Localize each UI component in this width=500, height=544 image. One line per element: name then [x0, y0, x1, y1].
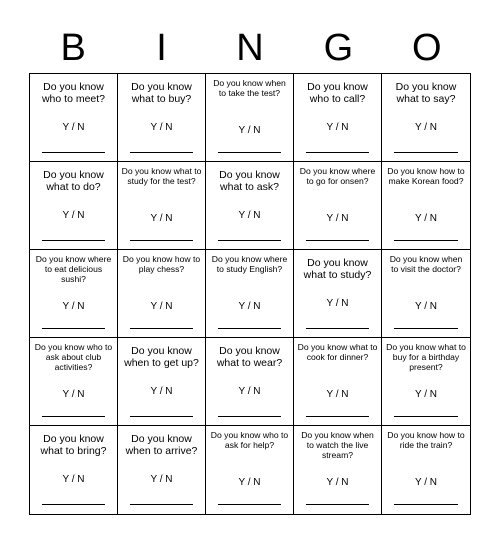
cell-yes-no: Y / N: [414, 477, 438, 488]
bingo-cell: [30, 338, 118, 426]
cell-yes-no: Y / N: [326, 389, 349, 400]
answer-line: [218, 328, 281, 329]
cell-question: Do you know when to arrive?: [125, 433, 198, 458]
cell-question: Do you know where to eat delicious sushi?: [35, 254, 112, 285]
cell-yes-no: Y / N: [62, 210, 85, 221]
cell-yes-no: Y / N: [150, 301, 173, 312]
cell-question: Do you know when to visit the doctor?: [389, 254, 463, 275]
cell-yes-no: Y / N: [150, 213, 173, 224]
answer-line: [306, 152, 369, 153]
answer-line: [42, 152, 105, 153]
header-letter-i: I: [156, 27, 167, 69]
answer-line: [218, 416, 281, 417]
answer-line: [42, 416, 105, 417]
bingo-cell: [30, 74, 118, 162]
cell-yes-no: Y / N: [414, 301, 438, 312]
answer-line: [218, 240, 281, 241]
cell-question: Do you know where to study English?: [211, 254, 288, 275]
bingo-grid: [29, 73, 471, 515]
answer-line: [130, 240, 193, 241]
cell-question: Do you know what to study?: [303, 257, 372, 282]
header-letter-n: N: [236, 27, 264, 69]
cell-question: Do you know where to go for onsen?: [299, 166, 376, 187]
cell-question: Do you know what to cook for dinner?: [297, 342, 378, 363]
bingo-cell: [382, 338, 470, 426]
cell-yes-no: Y / N: [238, 477, 261, 488]
bingo-cell: [30, 250, 118, 338]
answer-line: [394, 504, 457, 505]
answer-line: [42, 240, 105, 241]
cell-question: Do you know when to watch the live stream?: [301, 430, 374, 461]
cell-question: Do you know what to study for the test?: [121, 166, 202, 187]
cell-yes-no: Y / N: [62, 301, 85, 312]
cell-yes-no: Y / N: [326, 477, 349, 488]
answer-line: [130, 504, 193, 505]
cell-yes-no: Y / N: [238, 125, 261, 136]
bingo-cell: [206, 250, 294, 338]
bingo-cell: [382, 162, 470, 250]
cell-question: Do you know what to buy?: [131, 81, 192, 106]
answer-line: [394, 416, 457, 417]
bingo-cell: [118, 250, 206, 338]
bingo-cell: [294, 74, 382, 162]
bingo-header: [29, 26, 471, 70]
cell-question: Do you know how to ride the train?: [387, 430, 465, 451]
bingo-cell: [382, 74, 470, 162]
answer-line: [130, 328, 193, 329]
cell-question: Do you know what to say?: [395, 81, 457, 106]
cell-question: Do you know who to meet?: [41, 81, 106, 106]
answer-line: [394, 152, 457, 153]
answer-line: [306, 240, 369, 241]
cell-question: Do you know when to get up?: [124, 345, 199, 370]
answer-line: [42, 328, 105, 329]
cell-question: Do you know what to ask?: [219, 169, 280, 194]
bingo-cell: [294, 426, 382, 514]
bingo-cell: [382, 250, 470, 338]
cell-question: Do you know what to bring?: [40, 433, 107, 458]
bingo-cell: [382, 426, 470, 514]
bingo-cell: [118, 74, 206, 162]
bingo-cell: [206, 74, 294, 162]
cell-yes-no: Y / N: [326, 213, 349, 224]
answer-line: [394, 240, 457, 241]
cell-yes-no: Y / N: [62, 122, 85, 133]
answer-line: [394, 328, 457, 329]
cell-yes-no: Y / N: [150, 386, 173, 397]
cell-yes-no: Y / N: [150, 122, 173, 133]
bingo-cell: [118, 162, 206, 250]
cell-yes-no: Y / N: [62, 474, 85, 485]
cell-question: Do you know what to wear?: [216, 345, 283, 370]
bingo-cell: [206, 162, 294, 250]
bingo-cell: [294, 162, 382, 250]
cell-yes-no: Y / N: [238, 210, 261, 221]
answer-line: [306, 504, 369, 505]
bingo-cell: [206, 426, 294, 514]
bingo-cell: [30, 426, 118, 514]
bingo-cell: [294, 338, 382, 426]
cell-yes-no: Y / N: [238, 301, 261, 312]
bingo-cell: [30, 162, 118, 250]
answer-line: [218, 504, 281, 505]
header-letter-g: G: [323, 27, 354, 69]
cell-question: Do you know who to call?: [307, 81, 368, 106]
cell-question: Do you know how to make Korean food?: [387, 166, 465, 187]
answer-line: [306, 416, 369, 417]
cell-yes-no: Y / N: [414, 213, 438, 224]
cell-question: Do you know what to buy for a birthday present?: [386, 342, 466, 373]
cell-question: Do you know who to ask for help?: [210, 430, 289, 451]
answer-line: [306, 328, 369, 329]
answer-line: [42, 504, 105, 505]
cell-yes-no: Y / N: [238, 386, 261, 397]
cell-question: Do you know who to ask about club activities?: [34, 342, 113, 373]
cell-question: Do you know when to take the test?: [213, 78, 286, 99]
header-letter-o: O: [411, 27, 442, 69]
bingo-cell: [206, 338, 294, 426]
cell-yes-no: Y / N: [326, 298, 349, 309]
answer-line: [218, 152, 281, 153]
header-letter-b: B: [60, 27, 86, 69]
cell-question: Do you know what to do?: [43, 169, 104, 194]
answer-line: [130, 152, 193, 153]
cell-yes-no: Y / N: [150, 474, 173, 485]
cell-yes-no: Y / N: [414, 122, 438, 133]
answer-line: [130, 416, 193, 417]
cell-yes-no: Y / N: [414, 389, 438, 400]
bingo-cell: [294, 250, 382, 338]
cell-question: Do you know how to play chess?: [122, 254, 201, 275]
bingo-cell: [118, 426, 206, 514]
cell-yes-no: Y / N: [326, 122, 349, 133]
bingo-cell: [118, 338, 206, 426]
cell-yes-no: Y / N: [62, 389, 85, 400]
